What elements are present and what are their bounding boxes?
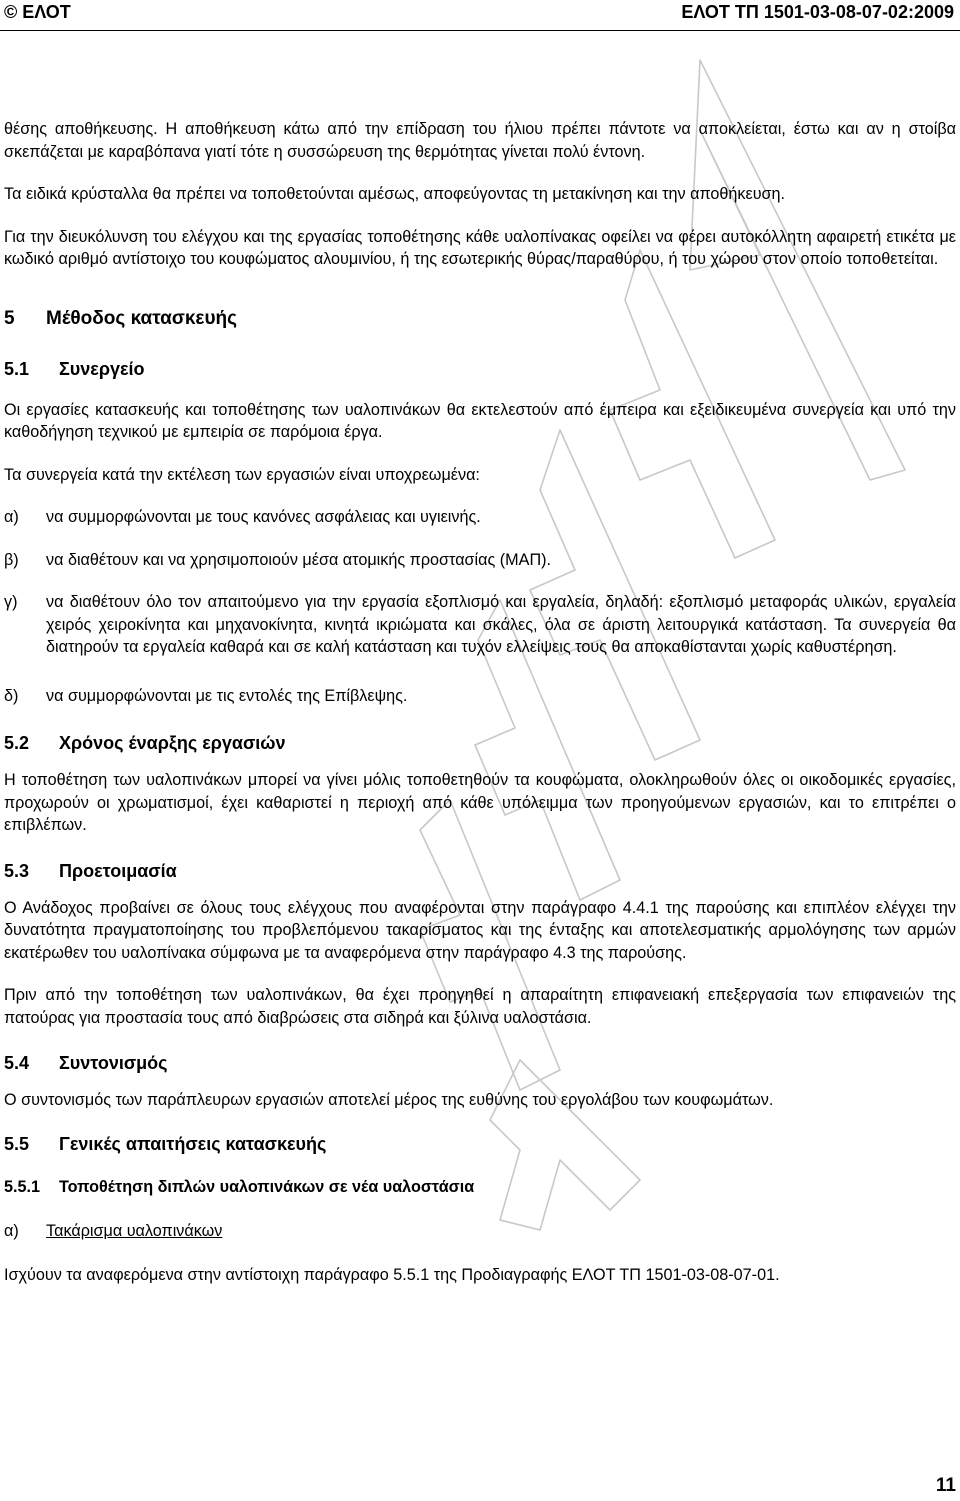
paragraph-reference: Ισχύουν τα αναφερόμενα στην αντίστοιχη παράγραφο 5.5.1 της Προδιαγραφής ΕΛΟΤ ΤΠ 1501-03-08-07-01. <box>4 1266 780 1284</box>
list-text: να διαθέτουν όλο τον απαιτούμενο για την εργασία εξοπλισμό και εργαλεία, δηλαδή: εξοπλισμό μεταφοράς υλικών, εργαλεία χειρός χειροκίνητα και μηχανοκίνητα, κινητά ικριώματα και σκάλες, όλα σε άριστη λειτουργικά κατάσταση. Τα συνεργεία θα διατηρούν τα εργαλεία καθαρά και σε καλή κατάσταση και τυχόν ελλείψεις τους θα αποκαθίστανται χωρίς καθυστέρηση. <box>46 593 956 656</box>
list-marker: β) <box>4 550 19 569</box>
section-title: Τοποθέτηση διπλών υαλοπινάκων σε νέα υαλοστάσια <box>59 1177 475 1196</box>
paragraph-storage-sun: θέσης αποθήκευσης. Η αποθήκευση κάτω από την επίδραση του ήλιου πρέπει πάντοτε να αποκλείεται, έστω και αν η στοίβα σκεπάζεται με καραβόπανα γιατί τότε η συσσώρευση της θερμότητας γίνεται πολύ έντονη. <box>4 120 956 161</box>
section-title: Γενικές απαιτήσεις κατασκευής <box>59 1133 327 1154</box>
section-title: Χρόνος έναρξης εργασιών <box>59 733 286 753</box>
list-item <box>4 591 956 659</box>
paragraph-coordination: Ο συντονισμός των παράπλευρων εργασιών αποτελεί μέρος της ευθύνης του εργολάβου των κουφωμάτων. <box>4 1091 774 1109</box>
document-body <box>4 118 956 1287</box>
page-number: 11 <box>935 1475 956 1496</box>
section-number: 5.3 <box>4 860 30 881</box>
page-header <box>0 0 960 34</box>
list-marker: δ) <box>4 686 19 705</box>
list-item <box>4 549 956 572</box>
header-standard-code: ΕΛΟΤ ΤΠ 1501-03-08-07-02:2009 <box>681 2 954 22</box>
header-copyright: © ΕΛΟΤ <box>4 2 71 22</box>
section-5-5-heading <box>4 1132 956 1156</box>
section-number: 5.5 <box>4 1133 30 1154</box>
list-item <box>4 685 956 708</box>
section-number: 5.2 <box>4 733 30 753</box>
paragraph-surface-treatment: Πριν από την τοποθέτηση των υαλοπινάκων, θα έχει προηγηθεί η απαραίτητη επιφανειακή επεξεργασία των επιφανειών της πατούρας για προστασία τους από διαβρώσεις στα σιδηρά και ξύλινα υαλοστάσια. <box>4 986 956 1027</box>
list-text-underlined: Τακάρισμα υαλοπινάκων <box>46 1221 223 1240</box>
paragraph-label-requirement: Για την διευκόλυνση του ελέγχου και της εργασίας τοποθέτησης κάθε υαλοπίνακας οφείλει να φέρει αυτοκόλλητη αφαιρετή ετικέτα με κωδικό αριθμό αντίστοιχο του κουφώματος αλουμινίου, ή της εσωτερικής θύρας/παραθύρου, ή του χώρου στον οποίο τοποθετείται. <box>4 227 956 268</box>
paragraph-start-time: Η τοποθέτηση των υαλοπινάκων μπορεί να γίνει μόλις τοποθετηθούν τα κουφώματα, ολοκληρωθούν όλες οι οικοδομικές εργασίες, προχωρούν οι χρωματισμοί, έχει καθαριστεί η περιοχή από κάθε υπόλειμμα των προηγούμενων εργασιών, και το επιτρέπει ο επιβλέπων. <box>4 771 956 834</box>
section-number: 5.5.1 <box>4 1177 41 1196</box>
list-marker: α) <box>4 1221 19 1240</box>
list-item <box>4 506 956 529</box>
section-number: 5.4 <box>4 1053 30 1073</box>
section-5-5-1-heading <box>4 1176 956 1198</box>
section-5-2-heading <box>4 731 956 755</box>
list-text: να συμμορφώνονται με τους κανόνες ασφάλειας και υγιεινής. <box>46 508 481 526</box>
section-title: Προετοιμασία <box>59 860 177 881</box>
section-title: Συνεργείο <box>59 358 145 379</box>
list-marker: α) <box>4 508 19 526</box>
paragraph-crews-obligations: Τα συνεργεία κατά την εκτέλεση των εργασιών είναι υποχρεωμένα: <box>4 465 480 484</box>
list-text: να διαθέτουν και να χρησιμοποιούν μέσα ατομικής προστασίας (ΜΑΠ). <box>46 550 552 569</box>
list-item <box>4 1220 956 1243</box>
paragraph-preparation-checks: Ο Ανάδοχος προβαίνει σε όλους τους ελέγχους που αναφέρονται στην παράγραφο 4.4.1 της παρούσης και επιπλέον ελέγχει την δυνατότητα πραγματοποίησης του προβλεπόμενου τακαρίσματος και της ένταξης και αποτελεσματικής αρμολόγησης των αρμών εκατέρωθεν του υαλοπίνακα σύμφωνα με τα αναφερόμενα στην παράγραφο 4.3 της παρούσης. <box>4 898 956 962</box>
section-title: Συντονισμός <box>59 1053 168 1073</box>
section-5-3-heading <box>4 859 956 883</box>
section-5-heading <box>4 307 956 331</box>
list-marker: γ) <box>4 593 18 611</box>
header-rule <box>0 30 960 31</box>
section-5-1-heading <box>4 357 956 381</box>
section-5-4-heading <box>4 1051 956 1075</box>
paragraph-crews: Οι εργασίες κατασκευής και τοποθέτησης των υαλοπινάκων θα εκτελεστούν από έμπειρα και εξειδικευμένα συνεργεία και υπό την καθοδήγηση τεχνικού με εμπειρία σε παρόμοια έργα. <box>4 400 956 441</box>
paragraph-special-glass: Τα ειδικά κρύσταλλα θα πρέπει να τοποθετούνται αμέσως, αποφεύγοντας τη μετακίνηση και την αποθήκευση. <box>4 185 786 203</box>
section-number: 5 <box>4 307 15 329</box>
section-title: Μέθοδος κατασκευής <box>46 307 237 329</box>
section-number: 5.1 <box>4 358 30 379</box>
list-text: να συμμορφώνονται με τις εντολές της Επίβλεψης. <box>46 686 408 705</box>
